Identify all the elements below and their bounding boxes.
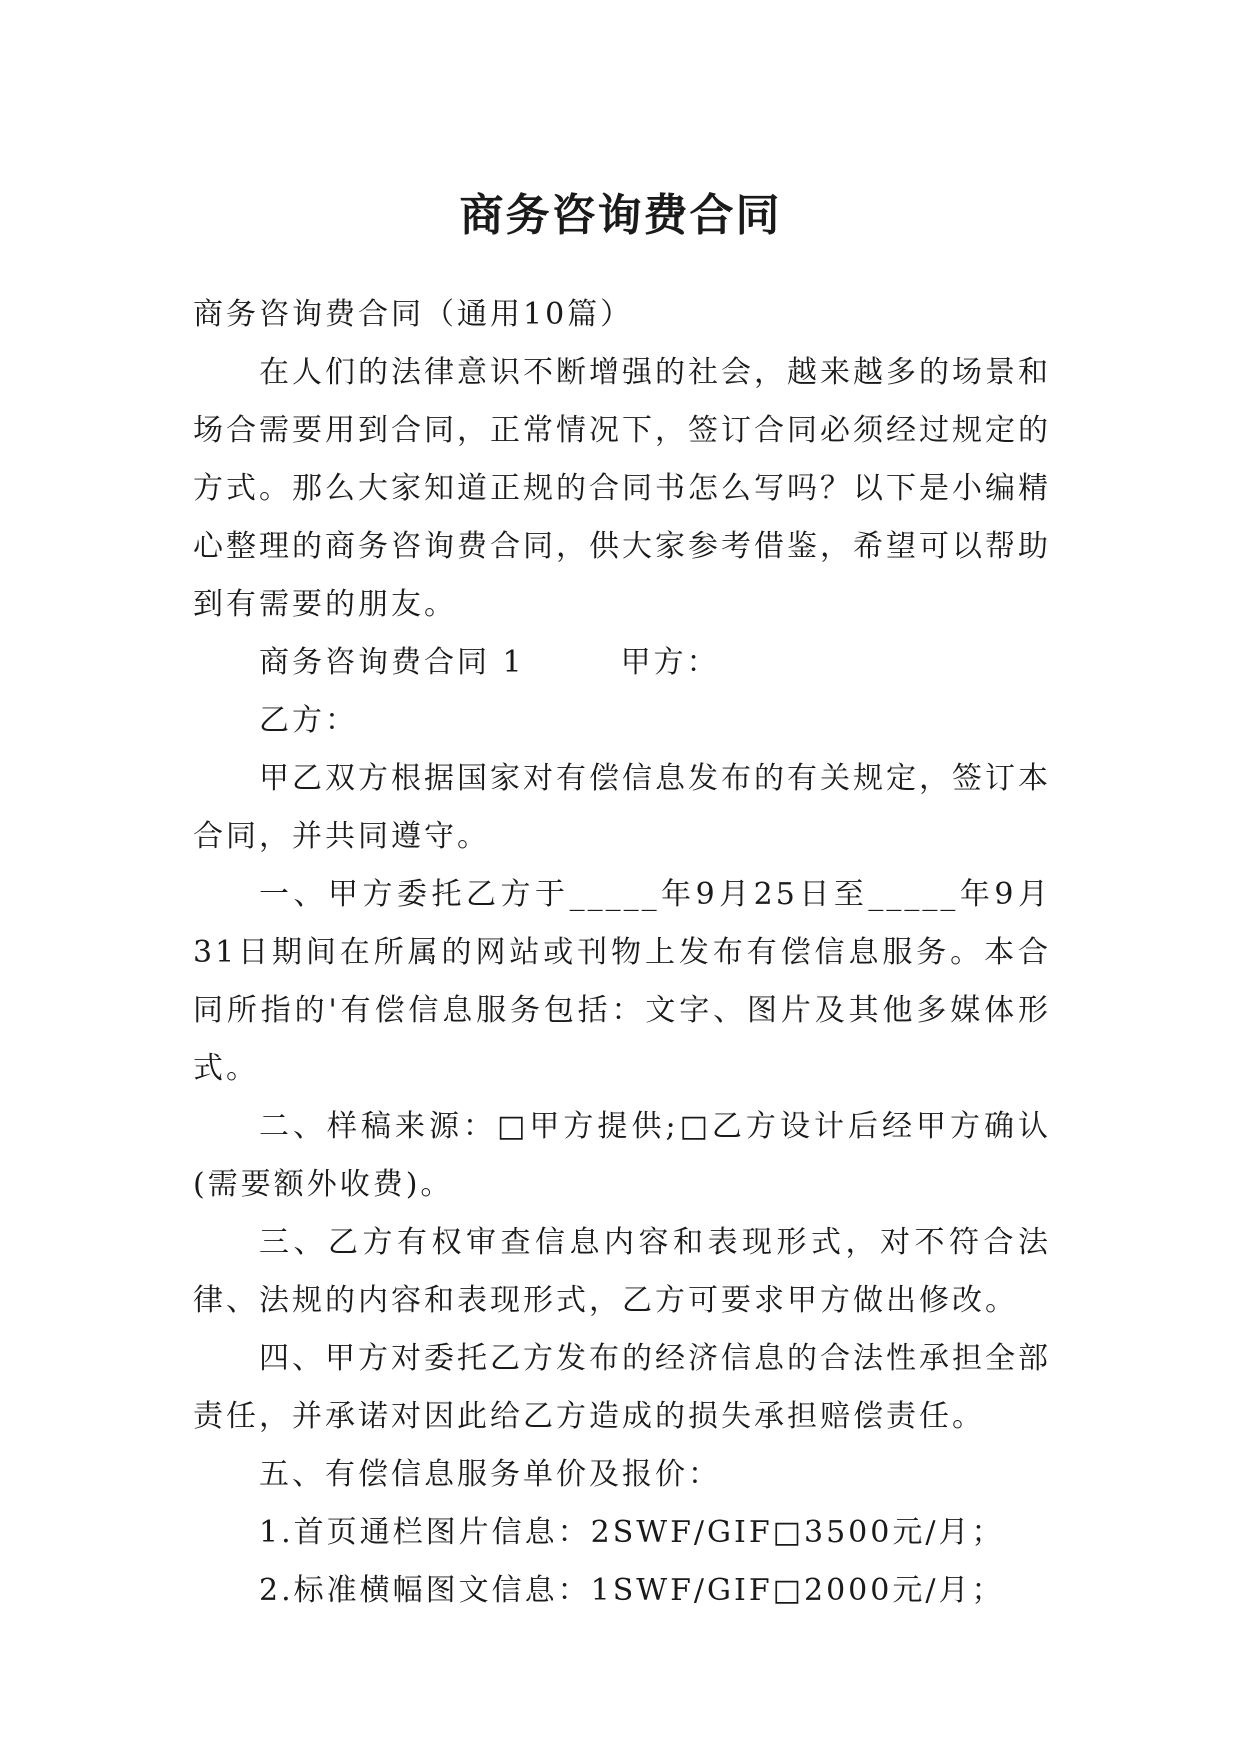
clause-2: 二、样稿来源：□甲方提供;□乙方设计后经甲方确认(需要额外收费)。 (193, 1109, 1051, 1202)
document-subtitle: 商务咨询费合同（通用10篇） (193, 297, 634, 332)
preamble-paragraph: 甲乙双方根据国家对有偿信息发布的有关规定，签订本合同，并共同遵守。 (193, 761, 1051, 854)
clause-5: 五、有偿信息服务单价及报价： (259, 1457, 721, 1492)
intro-paragraph: 在人们的法律意识不断增强的社会，越来越多的场景和场合需要用到合同，正常情况下，签订合同必须经过规定的方式。那么大家知道正规的合同书怎么写吗？以下是小编精心整理的商务咨询费合同，供大家参考借鉴，希望可以帮助到有需要的朋友。 (193, 355, 1051, 622)
contract-heading: 商务咨询费合同 1 (259, 645, 525, 680)
document-body (193, 286, 1051, 1620)
party-b-label: 乙方： (259, 703, 358, 738)
clause-3: 三、乙方有权审查信息内容和表现形式，对不符合法律、法规的内容和表现形式，乙方可要求甲方做出修改。 (193, 1225, 1051, 1318)
page-title: 商务咨询费合同 (459, 190, 782, 242)
price-item-1: 1.首页通栏图片信息：2SWF/GIF□3500元/月； (259, 1515, 1005, 1550)
party-a-label: 甲方： (620, 645, 720, 680)
contract-heading-line (193, 634, 1051, 692)
clause-4: 四、甲方对委托乙方发布的经济信息的合法性承担全部责任，并承诺对因此给乙方造成的损失承担赔偿责任。 (193, 1341, 1051, 1434)
clause-1: 一、甲方委托乙方于_____年9月25日至_____年9月31日期间在所属的网站或刊物上发布有偿信息服务。本合同所指的'有偿信息服务包括：文字、图片及其他多媒体形式。 (193, 877, 1051, 1086)
price-item-2: 2.标准横幅图文信息：1SWF/GIF□2000元/月； (259, 1573, 1005, 1608)
